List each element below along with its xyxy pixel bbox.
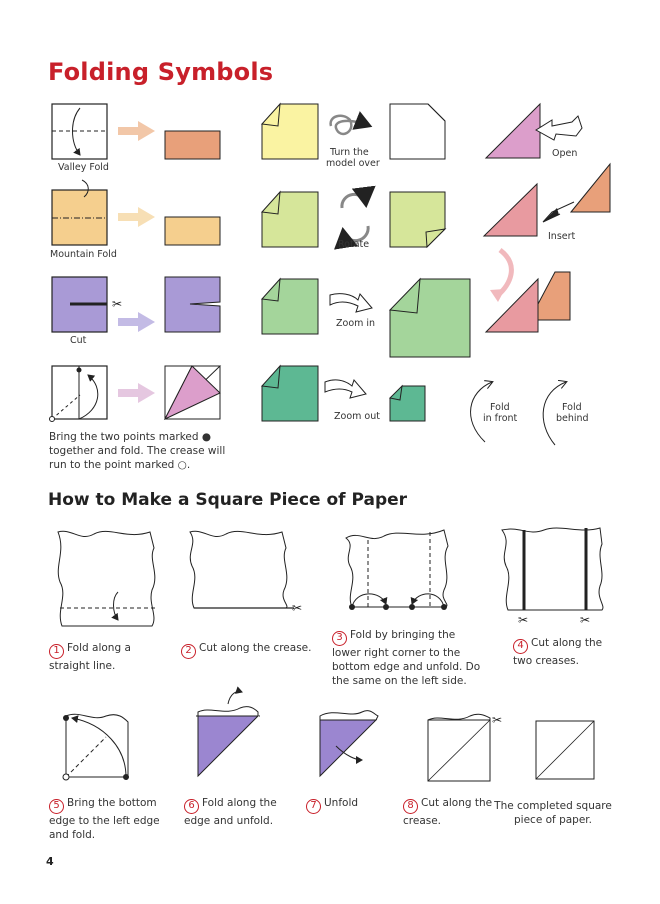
cut-diagram [52,277,220,332]
open-label: Open [552,148,578,159]
step-number: 2 [181,644,196,659]
step-6 [184,796,294,828]
step-text: Bring the bottom edge to the left edge and fold. [49,797,160,841]
completed-caption: The completed square piece of paper. [494,800,612,826]
fold-behind-label-1: Fold [562,402,582,413]
step7-diagram [320,711,378,776]
step-text: Fold along the edge and unfold. [184,797,277,827]
step-5 [49,796,174,842]
insert-label: Insert [548,231,576,242]
rotate-label: Rotate [338,239,370,250]
step-number: 3 [332,631,347,646]
step-8 [403,796,493,828]
step8-diagram [428,713,502,781]
fold-in-front-label-2: in front [483,413,518,424]
step5-diagram [63,714,129,780]
step-number: 6 [184,799,199,814]
step4-diagram [502,528,603,627]
completed-square [536,721,594,779]
step-number: 4 [513,639,528,654]
valley-fold-diagram [52,104,220,159]
step1-diagram [58,531,158,626]
step-2 [181,641,321,659]
step-text: Fold along a straight line. [49,642,131,672]
step-text: Fold by bringing the lower right corner to the bottom edge and unfold. Do the same on the left side. [332,629,481,687]
mountain-fold-label: Mountain Fold [50,249,117,260]
step-text: Cut along the crease. [199,642,312,654]
valley-fold-label: Valley Fold [58,162,109,173]
step3-diagram [346,530,448,610]
turn-over-label-2: model over [326,158,380,169]
bring-points-caption: Bring the two points marked ● together and fold. The crease will run to the point marked ○. [49,431,226,471]
svg-text:✂: ✂ [492,713,503,727]
cut-label: Cut [70,335,87,346]
fold-behind-label-2: behind [556,413,589,424]
step-text: Cut along the crease. [403,797,493,827]
square-heading: How to Make a Square Piece of Paper [48,490,408,510]
svg-text:✂: ✂ [580,613,591,627]
turn-over-label-1: Turn the [330,147,369,158]
zoom-out-label: Zoom out [334,411,380,422]
fold-in-front-label-1: Fold [490,402,510,413]
bring-points-diagram [50,366,221,422]
zoom-in-label: Zoom in [336,318,376,329]
mountain-fold-diagram [52,180,220,245]
step-7 [306,796,386,814]
step-1 [49,641,169,673]
step-number: 1 [49,644,64,659]
svg-text:✂: ✂ [112,297,123,311]
step-text: Cut along the two creases. [513,637,603,667]
step-number: 8 [403,799,418,814]
svg-text:✂: ✂ [292,601,303,615]
step-number: 7 [306,799,321,814]
page-title: Folding Symbols [48,58,274,86]
step-4 [513,636,623,668]
step-3 [332,628,482,688]
insert-diagram [484,164,610,332]
svg-text:✂: ✂ [518,613,529,627]
step2-diagram [190,531,302,615]
page-number: 4 [46,855,54,868]
step-text: Unfold [324,797,359,809]
step6-diagram [196,692,262,777]
step-number: 5 [49,799,64,814]
